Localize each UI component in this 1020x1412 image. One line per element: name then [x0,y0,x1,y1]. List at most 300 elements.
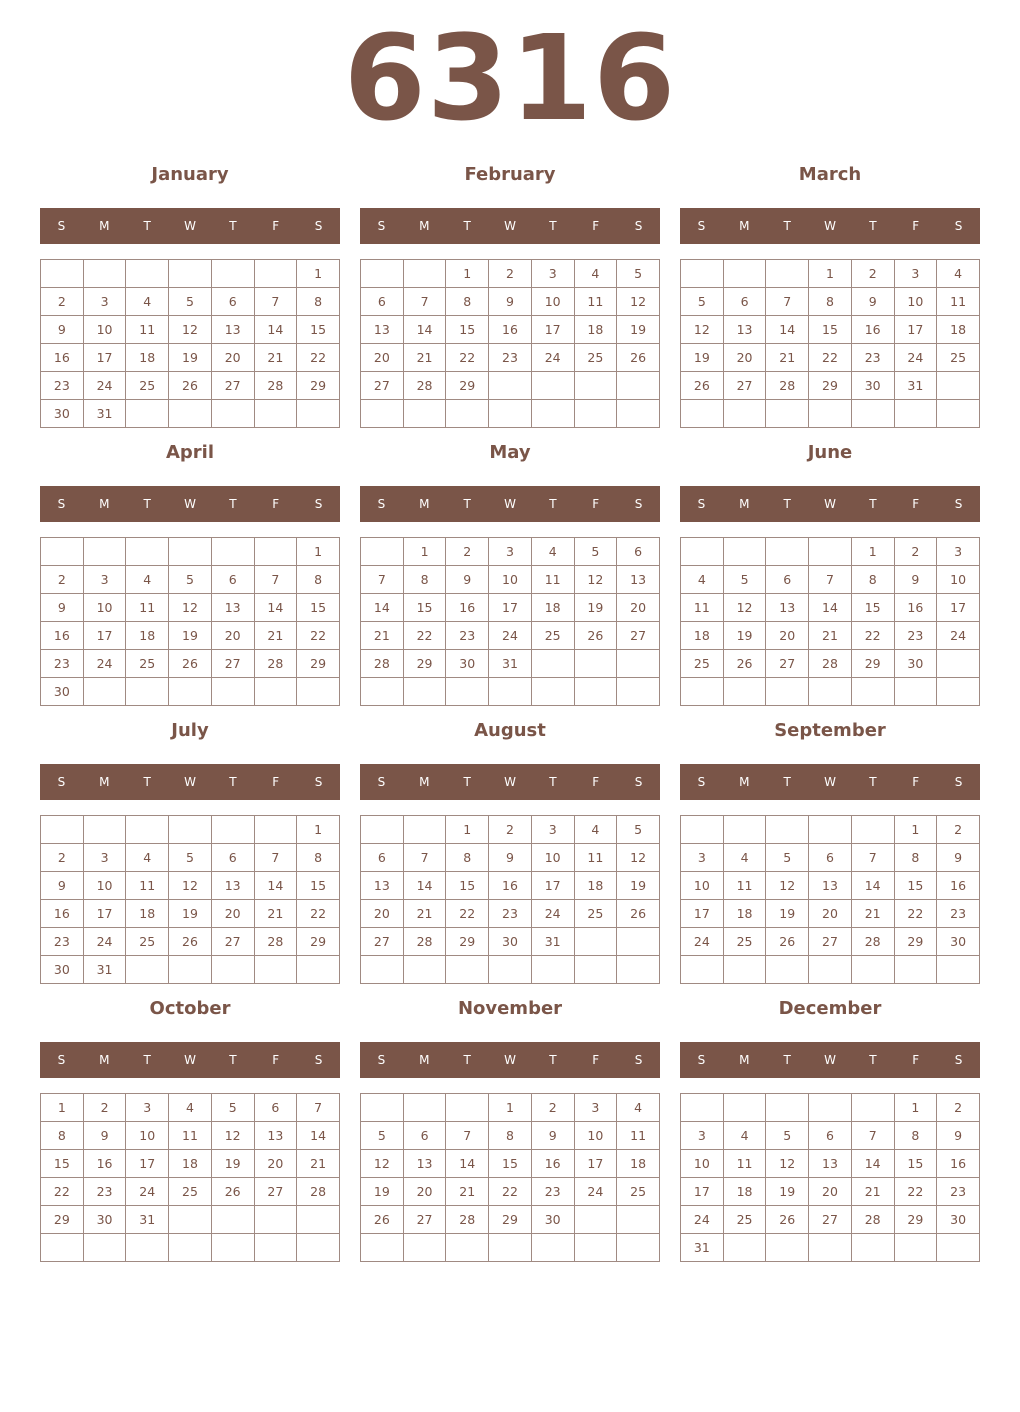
day-cell: 17 [83,900,126,928]
day-cell: 25 [574,900,617,928]
weekday-label: F [272,219,280,233]
day-cell: 4 [937,260,980,288]
day-cell [937,400,980,428]
day-cell [851,1094,894,1122]
day-cell: 15 [297,872,340,900]
week-row [361,622,660,650]
week-row [41,316,340,344]
day-cell: 25 [126,650,169,678]
weekday-label: F [592,219,600,233]
day-cell: 5 [617,260,660,288]
day-cell: 8 [446,288,489,316]
day-cell [937,1234,980,1262]
weekday-label: W [504,497,516,511]
day-cell: 17 [681,900,724,928]
day-cell: 9 [446,566,489,594]
day-cell: 7 [254,566,297,594]
week-row [361,1150,660,1178]
week-row [361,372,660,400]
day-cell: 23 [83,1178,126,1206]
year-title: 6316 [343,9,677,147]
day-cell [766,260,809,288]
week-row [41,400,340,428]
week-row [361,900,660,928]
day-cell: 7 [297,1094,340,1122]
weekday-label: M [99,219,110,233]
day-cell [574,372,617,400]
day-cell: 12 [169,872,212,900]
day-cell: 24 [83,372,126,400]
weekday-label: M [419,775,430,789]
day-cell: 10 [489,566,532,594]
day-cell: 8 [297,288,340,316]
day-cell [446,1094,489,1122]
week-row [361,566,660,594]
weekday-label: T [549,775,557,789]
day-cell: 22 [894,1178,937,1206]
weekday-label: T [463,219,471,233]
day-cell: 14 [766,316,809,344]
week-row [681,900,980,928]
day-cell: 31 [531,928,574,956]
day-cell: 1 [851,538,894,566]
week-row [681,538,980,566]
month-name: February [464,164,556,185]
weekday-label: F [272,497,280,511]
day-cell: 26 [617,344,660,372]
day-cell: 26 [211,1178,254,1206]
day-cell: 23 [41,928,84,956]
month-name: August [474,720,546,741]
day-cell: 13 [617,566,660,594]
weekday-label: M [419,1053,430,1067]
day-cell: 21 [851,1178,894,1206]
day-cell: 15 [489,1150,532,1178]
weekday-label: M [419,219,430,233]
day-cell: 12 [723,594,766,622]
day-cell: 30 [937,928,980,956]
weekday-label: F [912,775,920,789]
day-cell [766,678,809,706]
weekday-label: T [463,775,471,789]
day-cell [851,678,894,706]
week-row [41,1150,340,1178]
week-row [41,1094,340,1122]
day-cell: 8 [403,566,446,594]
day-cell [489,372,532,400]
month-name: January [151,164,229,185]
weekday-label: S [377,1053,386,1067]
day-cell: 30 [41,678,84,706]
day-cell: 6 [254,1094,297,1122]
weekday-label: S [57,219,66,233]
day-cell: 1 [297,538,340,566]
day-cell: 1 [489,1094,532,1122]
weekday-label: T [549,497,557,511]
day-cell [574,928,617,956]
day-cell: 5 [723,566,766,594]
week-row [361,928,660,956]
day-cell [41,1234,84,1262]
day-cell [617,1206,660,1234]
day-cell: 24 [681,1206,724,1234]
day-cell: 15 [894,1150,937,1178]
day-cell: 28 [851,928,894,956]
day-cell [574,1206,617,1234]
weekday-label: W [824,219,836,233]
day-cell [126,1234,169,1262]
day-cell: 17 [126,1150,169,1178]
day-cell: 12 [169,594,212,622]
day-cell: 2 [531,1094,574,1122]
day-cell [361,400,404,428]
day-cell: 20 [361,344,404,372]
week-row [681,816,980,844]
day-cell [126,260,169,288]
day-cell: 12 [766,1150,809,1178]
day-cell: 31 [681,1234,724,1262]
day-cell [809,956,852,984]
day-cell: 17 [489,594,532,622]
week-row [41,566,340,594]
weekday-label: W [184,1053,196,1067]
day-cell: 16 [937,872,980,900]
week-row [41,956,340,984]
week-row [41,928,340,956]
day-cell: 1 [403,538,446,566]
day-cell: 6 [403,1122,446,1150]
day-cell: 23 [851,344,894,372]
day-cell: 29 [297,650,340,678]
weekday-header [360,486,660,522]
day-cell: 22 [297,622,340,650]
day-cell: 26 [169,928,212,956]
day-cell: 22 [809,344,852,372]
day-cell: 5 [169,844,212,872]
day-cell [809,1234,852,1262]
day-cell: 20 [211,622,254,650]
day-cell: 18 [126,622,169,650]
day-cell: 2 [851,260,894,288]
weekday-label: M [739,1053,750,1067]
day-cell: 29 [894,1206,937,1234]
day-cell: 28 [403,928,446,956]
week-row [361,678,660,706]
day-cell: 26 [723,650,766,678]
day-cell: 4 [681,566,724,594]
day-cell: 18 [126,900,169,928]
week-row [681,872,980,900]
weekday-header [360,208,660,244]
day-cell: 5 [574,538,617,566]
day-cell [211,400,254,428]
day-cell: 14 [851,872,894,900]
day-cell [574,650,617,678]
day-cell: 23 [531,1178,574,1206]
month-name: November [457,998,563,1019]
day-cell: 25 [169,1178,212,1206]
day-cell: 21 [403,900,446,928]
day-cell: 11 [126,594,169,622]
day-cell [723,260,766,288]
day-cell [254,260,297,288]
day-cell: 19 [169,622,212,650]
day-cell: 13 [403,1150,446,1178]
day-cell [403,1094,446,1122]
day-cell [126,400,169,428]
day-cell [681,956,724,984]
day-cell: 20 [809,900,852,928]
day-cell [83,538,126,566]
weekday-label: T [229,219,237,233]
day-cell: 2 [894,538,937,566]
day-cell [41,260,84,288]
day-cell: 7 [851,1122,894,1150]
week-row [681,1206,980,1234]
week-row [681,844,980,872]
week-row [41,622,340,650]
day-cell [809,816,852,844]
day-cell: 20 [211,344,254,372]
day-cell: 7 [809,566,852,594]
day-cell [574,678,617,706]
day-cell: 9 [489,288,532,316]
day-cell: 7 [446,1122,489,1150]
weekday-label: S [57,775,66,789]
weekday-header [680,1042,980,1078]
day-cell [361,260,404,288]
day-cell: 19 [169,344,212,372]
week-row [41,594,340,622]
weekday-header [40,764,340,800]
day-cell: 10 [83,316,126,344]
day-cell: 4 [574,816,617,844]
day-grid [40,537,340,706]
day-grid [680,1093,980,1262]
day-cell: 27 [211,650,254,678]
day-cell: 4 [126,288,169,316]
day-cell: 29 [403,650,446,678]
day-cell: 10 [83,594,126,622]
day-cell: 7 [851,844,894,872]
weekday-label: W [824,497,836,511]
month-name: May [489,442,531,463]
day-cell: 3 [574,1094,617,1122]
day-cell [169,260,212,288]
day-cell: 26 [169,650,212,678]
day-cell [254,538,297,566]
day-cell: 30 [531,1206,574,1234]
week-row [41,260,340,288]
week-row [361,844,660,872]
day-cell [211,678,254,706]
month-name: March [798,164,862,185]
weekday-label: W [824,1053,836,1067]
day-cell: 3 [531,260,574,288]
week-row [361,260,660,288]
weekday-label: F [272,1053,280,1067]
day-cell: 5 [169,288,212,316]
weekday-label: T [229,775,237,789]
day-cell: 3 [937,538,980,566]
week-row [681,956,980,984]
day-cell: 1 [446,816,489,844]
day-cell: 31 [126,1206,169,1234]
day-cell: 21 [297,1150,340,1178]
day-cell: 29 [809,372,852,400]
week-row [681,1122,980,1150]
day-cell: 27 [211,928,254,956]
day-cell: 27 [723,372,766,400]
day-cell [723,1234,766,1262]
weekday-label: S [634,497,643,511]
day-cell: 27 [809,928,852,956]
weekday-label: S [377,775,386,789]
day-cell: 12 [361,1150,404,1178]
day-cell [126,678,169,706]
day-cell: 22 [297,900,340,928]
day-cell: 28 [851,1206,894,1234]
day-cell: 22 [403,622,446,650]
day-cell: 23 [937,900,980,928]
day-cell: 2 [83,1094,126,1122]
day-cell [937,956,980,984]
day-cell: 3 [894,260,937,288]
day-cell [894,678,937,706]
day-cell: 19 [211,1150,254,1178]
day-cell [446,1234,489,1262]
day-cell [809,538,852,566]
weekday-label: W [504,775,516,789]
day-cell [723,816,766,844]
day-cell: 19 [574,594,617,622]
day-cell: 16 [937,1150,980,1178]
day-cell: 13 [361,872,404,900]
day-cell: 2 [937,1094,980,1122]
weekday-label: T [143,775,151,789]
month-name: April [165,442,215,463]
day-cell: 9 [41,594,84,622]
day-cell: 2 [41,566,84,594]
day-cell [574,1234,617,1262]
day-cell: 28 [254,372,297,400]
day-cell [574,956,617,984]
weekday-label: T [549,219,557,233]
day-cell: 1 [809,260,852,288]
day-cell: 25 [531,622,574,650]
day-cell: 26 [574,622,617,650]
day-cell [894,1234,937,1262]
weekday-header [360,764,660,800]
week-row [361,1178,660,1206]
week-row [41,872,340,900]
day-cell: 21 [766,344,809,372]
week-row [681,928,980,956]
day-cell [169,956,212,984]
day-cell: 22 [489,1178,532,1206]
day-cell: 26 [766,928,809,956]
day-cell [126,538,169,566]
day-cell [617,400,660,428]
day-cell: 20 [403,1178,446,1206]
weekday-header [360,1042,660,1078]
week-row [41,1122,340,1150]
weekday-label: T [143,497,151,511]
week-row [361,400,660,428]
day-cell: 26 [681,372,724,400]
day-cell: 6 [211,844,254,872]
day-cell: 10 [83,872,126,900]
weekday-label: S [697,775,706,789]
weekday-label: F [592,497,600,511]
day-cell: 19 [766,1178,809,1206]
day-cell: 31 [489,650,532,678]
day-cell [83,260,126,288]
day-cell: 28 [254,928,297,956]
week-row [41,538,340,566]
day-cell: 27 [809,1206,852,1234]
week-row [41,900,340,928]
day-cell: 11 [937,288,980,316]
day-cell: 23 [489,344,532,372]
day-grid [360,815,660,984]
day-cell: 9 [937,844,980,872]
day-cell [809,678,852,706]
day-cell [531,956,574,984]
day-cell: 3 [531,816,574,844]
day-cell: 5 [361,1122,404,1150]
day-cell [766,400,809,428]
day-cell: 23 [894,622,937,650]
week-row [41,288,340,316]
day-cell: 20 [766,622,809,650]
day-cell: 12 [681,316,724,344]
day-cell: 29 [446,928,489,956]
day-cell: 4 [126,566,169,594]
day-cell [211,1206,254,1234]
week-row [681,372,980,400]
day-cell: 31 [894,372,937,400]
weekday-label: W [824,775,836,789]
weekday-label: S [377,497,386,511]
day-cell [851,956,894,984]
day-cell: 25 [723,1206,766,1234]
day-cell: 29 [851,650,894,678]
day-cell: 11 [723,1150,766,1178]
weekday-header [680,208,980,244]
day-cell [531,678,574,706]
week-row [41,816,340,844]
day-cell [211,538,254,566]
week-row [681,1094,980,1122]
day-cell [403,1234,446,1262]
weekday-label: F [272,775,280,789]
day-cell: 28 [446,1206,489,1234]
day-cell: 5 [766,1122,809,1150]
weekday-label: T [229,497,237,511]
day-cell: 6 [809,844,852,872]
day-cell [723,400,766,428]
day-cell: 24 [894,344,937,372]
weekday-label: T [869,497,877,511]
day-cell: 21 [851,900,894,928]
day-cell: 29 [297,928,340,956]
weekday-label: W [184,219,196,233]
day-cell: 15 [41,1150,84,1178]
day-cell: 24 [126,1178,169,1206]
day-cell: 6 [617,538,660,566]
day-cell: 12 [169,316,212,344]
